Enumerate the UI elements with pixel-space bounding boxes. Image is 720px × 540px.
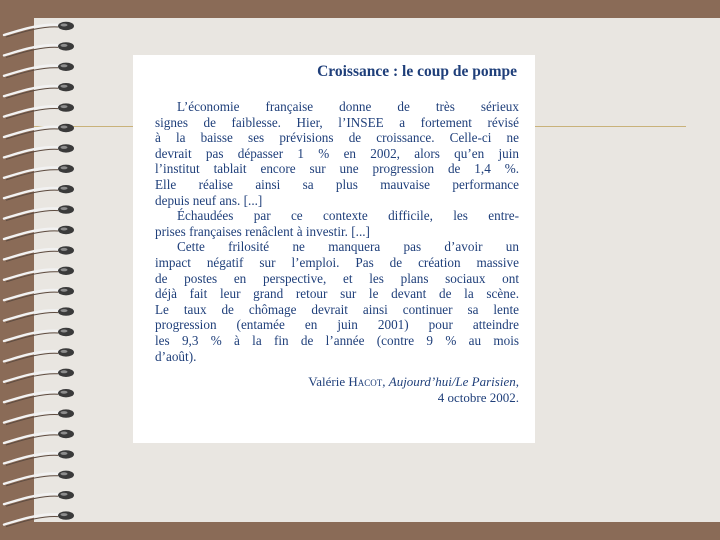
source-separator: , (382, 374, 389, 390)
article-line: de postes en perspective, et les plans sociaux ont (155, 270, 519, 286)
article-line: déjà fait leur grand retour sur le devant de la scène. (155, 286, 519, 302)
binding-ring (4, 144, 74, 159)
binding-ring (4, 165, 74, 180)
binding-ring (4, 409, 74, 424)
binding-ring (4, 246, 74, 261)
source-end: , (515, 374, 519, 390)
spiral-binding-icon (0, 0, 90, 540)
binding-ring (4, 491, 74, 506)
article-line: Le taux de chômage devrait ainsi continuer sa lente (155, 301, 519, 317)
article-line: Cette frilosité ne manquera pas d’avoir un (177, 239, 519, 255)
binding-ring (4, 185, 74, 200)
binding-ring (4, 22, 74, 37)
binding-ring (4, 471, 74, 486)
article-source (155, 374, 519, 405)
article-line: l’institut tablait encore sur une progression de 1,4 %. (155, 161, 519, 177)
binding-ring (4, 267, 74, 282)
binding-ring (4, 63, 74, 78)
binding-ring (4, 430, 74, 445)
binding-ring (4, 328, 74, 343)
article-line: devrait pas dépasser 1 % en 2002, alors qu’en juin (155, 145, 519, 161)
article-line: impact négatif sur l’emploi. Pas de création massive (155, 254, 519, 270)
source-date: 4 octobre 2002. (437, 389, 519, 405)
article-line: Échaudées par ce contexte difficile, les entre- (177, 208, 519, 224)
binding-ring (4, 450, 74, 465)
source-author-first: Valérie (308, 374, 349, 390)
source-publication: Aujourd’hui/Le Parisien (388, 374, 516, 390)
binding-ring (4, 83, 74, 98)
article-line: L’économie française donne de très sérieux (177, 99, 519, 114)
newspaper-clipping (133, 55, 535, 443)
article-line: prises françaises renâclent à investir. [...] (155, 223, 370, 239)
article-line: depuis neuf ans. [...] (155, 192, 263, 208)
binding-ring (4, 287, 74, 302)
article-line: à la baisse ses prévisions de croissance. Celle-ci ne (155, 130, 519, 146)
article-line: Elle réalise ainsi sa plus mauvaise performance (155, 176, 519, 192)
source-author-last: Hacot (348, 374, 383, 390)
binding-ring (4, 511, 74, 526)
binding-ring (4, 205, 74, 220)
article-title: Croissance : le coup de pompe (317, 63, 517, 80)
binding-ring (4, 389, 74, 404)
binding-ring (4, 103, 74, 118)
article-line: d’août). (155, 348, 197, 364)
source-line (155, 374, 519, 390)
binding-ring (4, 42, 74, 57)
binding-ring (4, 226, 74, 241)
article-line: signes de faiblesse. Hier, l’INSEE a fortement révisé (155, 114, 519, 130)
article-line: progression (entamée en juin 2001) pour atteindre (155, 317, 519, 333)
binding-ring (4, 307, 74, 322)
binding-ring (4, 348, 74, 363)
binding-ring (4, 369, 74, 384)
article-line: les 9,3 % à la fin de l’année (contre 9 % au mois (155, 332, 519, 348)
binding-ring (4, 124, 74, 139)
article-body (155, 99, 519, 364)
